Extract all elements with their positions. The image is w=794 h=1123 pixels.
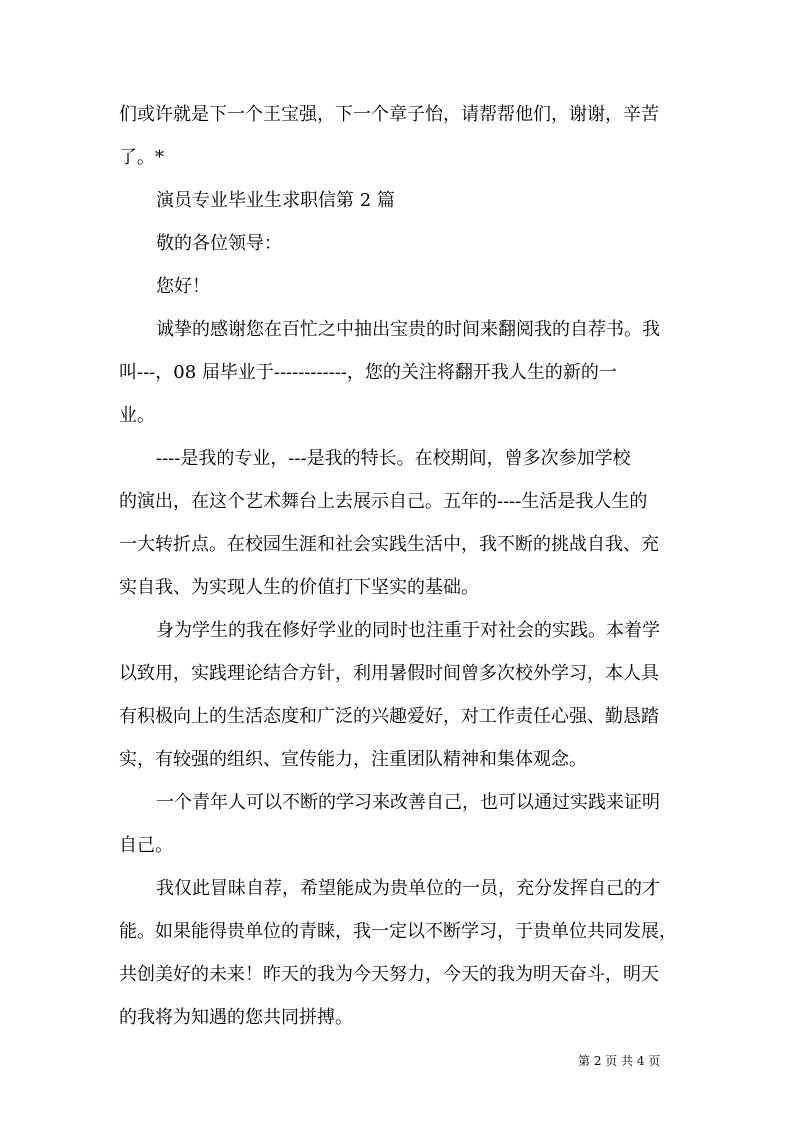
page-indicator: 第 2 页 共 4 页	[578, 1054, 661, 1068]
paragraph-line: 以致用，实践理论结合方针，利用暑假时间曾多次校外学习，本人具	[119, 663, 659, 684]
paragraph-line: 的我将为知遇的您共同拼搏。	[119, 1007, 353, 1028]
paragraph-line: 一大转折点。在校园生涯和社会实践生活中，我不断的挑战自我、充	[119, 534, 659, 555]
paragraph-line: 身为学生的我在修好学业的同时也注重于对社会的实践。本着学	[156, 620, 660, 641]
paragraph-line: 我仅此冒昧自荐，希望能成为贵单位的一员，充分发挥自己的才	[156, 878, 660, 899]
paragraph-line: 业。	[119, 405, 155, 426]
paragraph-line: 有积极向上的生活态度和广泛的兴趣爱好，对工作责任心强、勤恳踏	[119, 706, 659, 727]
paragraph-line: 一个青年人可以不断的学习来改善自己，也可以通过实践来证明	[156, 792, 660, 813]
paragraph-line: 叫---，08 届毕业于------------，您的关注将翻开我人生的新的一	[119, 362, 617, 383]
paragraph-line: 们或许就是下一个王宝强，下一个章子怡，请帮帮他们，谢谢，辛苦	[119, 104, 659, 125]
paragraph-line: ----是我的专业，---是我的特长。在校期间，曾多次参加学校	[156, 448, 631, 469]
page-footer	[0, 1037, 794, 1085]
paragraph-line: 诚挚的感谢您在百忙之中抽出宝贵的时间来翻阅我的自荐书。我	[156, 319, 660, 340]
paragraph-line: 的演出，在这个艺术舞台上去展示自己。五年的----生活是我人生的	[119, 491, 648, 512]
paragraph-line: 能。如果能得贵单位的青睐，我一定以不断学习，于贵单位共同发展，	[119, 921, 677, 942]
paragraph-line: 实，有较强的组织、宣传能力，注重团队精神和集体观念。	[119, 749, 587, 770]
salutation: 敬的各位领导：	[156, 233, 282, 254]
paragraph-line: 自己。	[119, 835, 173, 856]
paragraph-line: 了。*	[119, 147, 164, 168]
greeting: 您好！	[156, 276, 210, 297]
section-heading: 演员专业毕业生求职信第 2 篇	[156, 190, 395, 211]
paragraph-line: 实自我、为实现人生的价值打下坚实的基础。	[119, 577, 479, 598]
paragraph-line: 共创美好的未来！昨天的我为今天努力，今天的我为明天奋斗，明天	[119, 964, 659, 985]
